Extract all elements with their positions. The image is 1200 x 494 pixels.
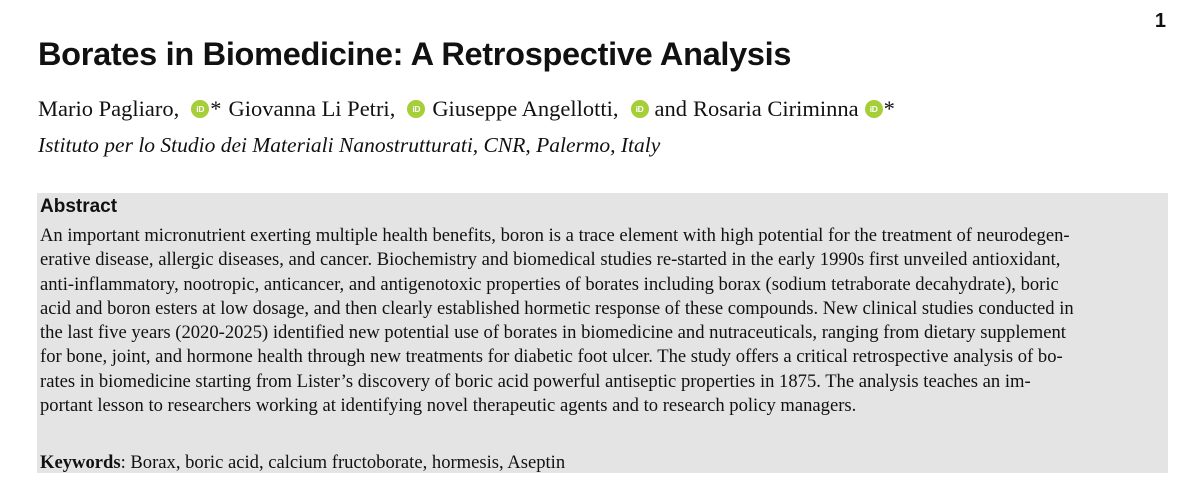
author-name: Mario Pagliaro — [38, 96, 174, 121]
author-1: Mario Pagliaro , iD * — [38, 96, 222, 121]
author-name: Rosaria Ciriminna — [693, 96, 859, 121]
orcid-icon[interactable]: iD — [191, 100, 209, 118]
author-2 — [228, 96, 425, 122]
author-separator: , — [389, 96, 396, 121]
affiliation: Istituto per lo Studio dei Materiali Nanostrutturati, CNR, Palermo, Italy — [38, 133, 661, 157]
paper-title: Borates in Biomedicine: A Retrospective Analysis — [38, 36, 792, 72]
page-number: 1 — [1154, 10, 1166, 32]
abstract-line: for bone, joint, and hormone health through new treatments for diabetic foot ulcer. The study offers a critical retrospective analysis of bo- — [40, 346, 1063, 368]
author-conjunction: and — [654, 96, 688, 121]
abstract-box — [37, 193, 1168, 473]
author-separator: , — [612, 96, 619, 121]
abstract-line: acid and boron esters at low dosage, and then clearly established hormetic response of these compounds. New clinical studies conducted in — [40, 297, 1074, 319]
abstract-line: the last five years (2020-2025) identified new potential use of borates in biomedicine and nutraceuticals, ranging from dietary supplement — [40, 322, 1066, 344]
abstract-line: rates in biomedicine starting from Lister’s discovery of boric acid powerful antiseptic properties in 1875. The analysis teaches an im- — [40, 370, 1031, 392]
author-3 — [432, 96, 648, 122]
orcid-icon[interactable]: iD — [631, 100, 649, 118]
orcid-icon[interactable]: iD — [865, 100, 883, 118]
author-list — [38, 96, 895, 122]
author-name: Giuseppe Angellotti — [432, 96, 613, 121]
keywords-list: : Borax, boric acid, calcium fructoborate, hormesis, Aseptin — [120, 452, 566, 473]
keywords — [40, 452, 565, 474]
corresponding-mark: * — [210, 96, 222, 121]
abstract-line: anti-inflammatory, nootropic, anticancer, and antigenotoxic properties of borates including borax (sodium tetraborate decahydrate), boric — [40, 273, 1059, 295]
abstract-line: portant lesson to researchers working at identifying novel therapeutic agents and to research policy managers. — [40, 395, 857, 417]
abstract-body — [40, 224, 1165, 418]
abstract-line: An important micronutrient exerting multiple health benefits, boron is a trace element with high potential for the treatment of neurodegen- — [40, 225, 1070, 246]
keywords-label: Keywords — [40, 452, 121, 473]
abstract-line: erative disease, allergic diseases, and cancer. Biochemistry and biomedical studies re-started in the early 1990s first unveiled antioxidant, — [40, 249, 1061, 271]
abstract-heading: Abstract — [40, 196, 118, 217]
author-name: Giovanna Li Petri — [228, 96, 390, 121]
orcid-icon[interactable]: iD — [407, 100, 425, 118]
author-4 — [649, 96, 895, 122]
corresponding-mark: * — [883, 96, 895, 121]
